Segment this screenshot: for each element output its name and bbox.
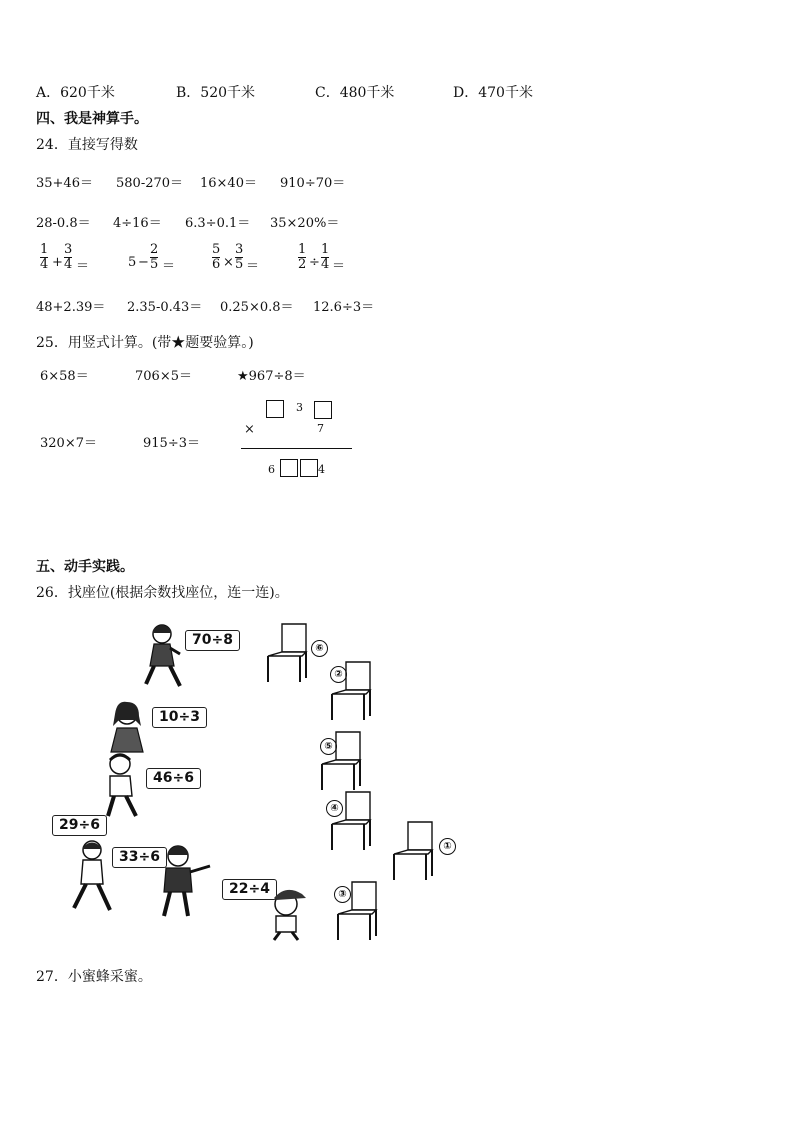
expression-bubble: 22÷4 (222, 879, 277, 900)
top-digit: 3 (296, 401, 303, 414)
child-figure-icon (140, 622, 190, 694)
equals: ＝ (162, 259, 176, 274)
q25-r2-2: 915÷3＝ (143, 436, 200, 451)
equals: ＝ (76, 259, 90, 274)
option-b: B．520千米 (176, 85, 256, 101)
q25-r1-3: ★967÷8＝ (237, 369, 306, 384)
blank-box[interactable] (300, 459, 318, 477)
q24-r4-1: 48+2.39＝ (36, 300, 106, 315)
child-figure-icon (152, 842, 214, 920)
q25-r2-1: 320×7＝ (40, 436, 97, 451)
fraction: 5 6 (212, 242, 221, 272)
child-figure-icon (66, 838, 118, 914)
blank-box[interactable] (280, 459, 298, 477)
child-figure-icon (98, 750, 150, 822)
operator: + (52, 255, 63, 270)
q24-r1-1: 35+46＝ (36, 176, 93, 191)
q25-r1-2: 706×5＝ (135, 369, 192, 384)
result-last-digit: 4 (318, 463, 325, 476)
result-line (241, 448, 352, 449)
equals: ＝ (246, 259, 260, 274)
fraction: 3 4 (64, 242, 73, 272)
expression-bubble: 70÷8 (185, 630, 240, 651)
q24-r2-4: 35×20%＝ (270, 216, 340, 231)
q24-r2-2: 4÷16＝ (113, 216, 162, 231)
expression-bubble: 33÷6 (112, 847, 167, 868)
q27-title: 27．小蜜蜂采蜜。 (36, 969, 152, 985)
section-4-title: 四、我是神算手。 (36, 111, 148, 127)
multiplier-digit: 7 (317, 422, 324, 435)
operator: × (223, 255, 234, 270)
q24-r2-1: 28-0.8＝ (36, 216, 91, 231)
operator: − (138, 255, 149, 270)
seat-number: ④ (326, 800, 343, 817)
section-5-title: 五、动手实践。 (36, 559, 134, 575)
option-c: C．480千米 (315, 85, 395, 101)
fraction: 3 5 (235, 242, 244, 272)
q24-r4-3: 0.25×0.8＝ (220, 300, 294, 315)
q24-r1-3: 16×40＝ (200, 176, 257, 191)
q24-r4-2: 2.35-0.43＝ (127, 300, 203, 315)
chair-icon[interactable] (388, 820, 438, 882)
q24-r1-4: 910÷70＝ (280, 176, 346, 191)
seat-number: ③ (334, 886, 351, 903)
q25-r1-1: 6×58＝ (40, 369, 89, 384)
fraction: 2 5 (150, 242, 159, 272)
q24-r4-4: 12.6÷3＝ (313, 300, 375, 315)
q26-title: 26．找座位(根据余数找座位，连一连)。 (36, 585, 289, 601)
option-d: D．470千米 (453, 85, 533, 101)
seat-number: ① (439, 838, 456, 855)
seat-number: ⑤ (320, 738, 337, 755)
operator: ÷ (309, 255, 320, 270)
child-figure-icon (262, 884, 312, 942)
whole-number: 5 (128, 255, 137, 270)
q24-r2-3: 6.3÷0.1＝ (185, 216, 251, 231)
blank-box[interactable] (266, 400, 284, 418)
expression-bubble: 29÷6 (52, 815, 107, 836)
result-first-digit: 6 (268, 463, 275, 476)
chair-icon[interactable] (262, 622, 312, 684)
times-sign: × (244, 422, 255, 437)
seat-number: ② (330, 666, 347, 683)
q24-r1-2: 580-270＝ (116, 176, 184, 191)
seat-number: ⑥ (311, 640, 328, 657)
fraction: 1 4 (321, 242, 330, 272)
q25-title: 25．用竖式计算。(带★题要验算。) (36, 335, 254, 351)
fraction: 1 4 (40, 242, 49, 272)
expression-bubble: 46÷6 (146, 768, 201, 789)
blank-box[interactable] (314, 401, 332, 419)
option-a: A．620千米 (36, 85, 115, 101)
q24-title: 24．直接写得数 (36, 137, 138, 153)
expression-bubble: 10÷3 (152, 707, 207, 728)
fraction: 1 2 (298, 242, 307, 272)
equals: ＝ (332, 259, 346, 274)
